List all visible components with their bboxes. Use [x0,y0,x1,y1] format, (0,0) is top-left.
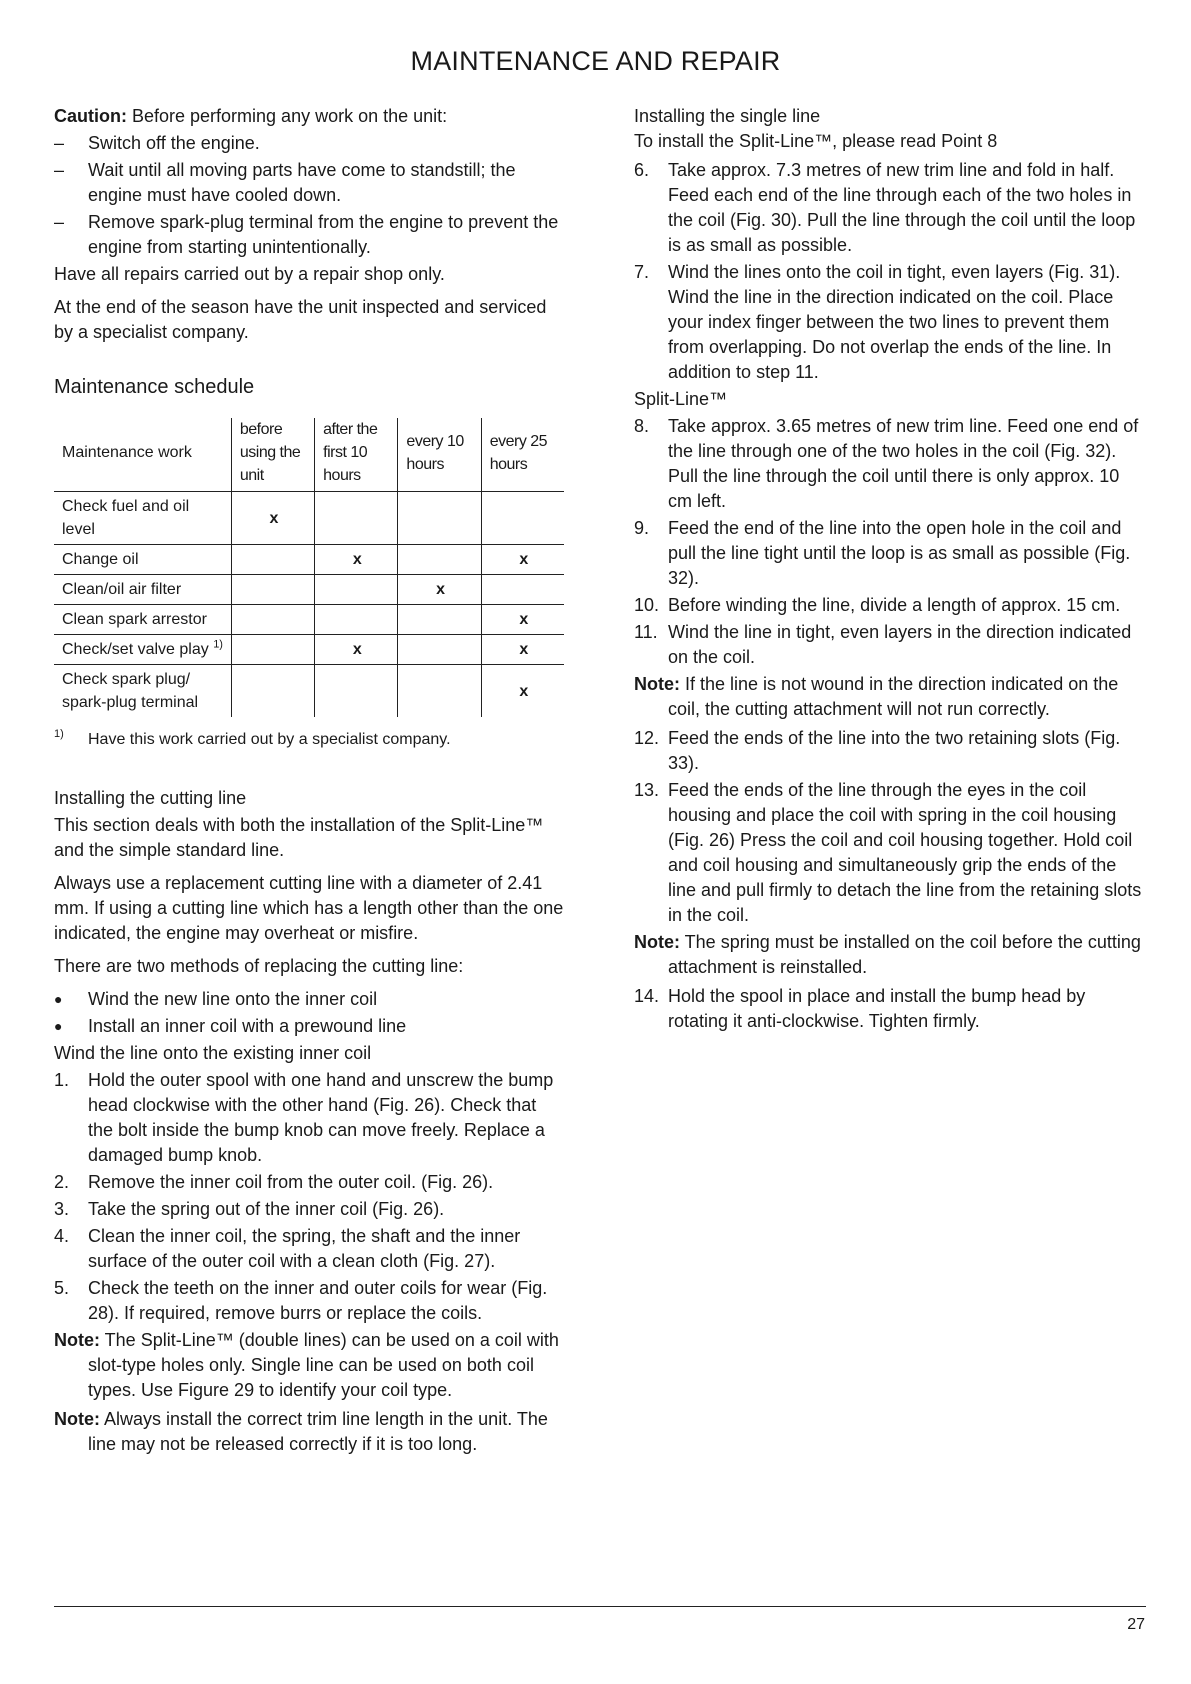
task-cell: Check spark plug/ spark-plug terminal [62,671,199,711]
dash-marker: – [54,212,65,232]
step-text: Check the teeth on the inner and outer coils for wear (Fig. 28). If required, remove burrs or replace the coils. [88,1278,548,1323]
step-number: 13. [634,780,660,800]
note-label: Note: [54,1330,100,1350]
step-item [634,593,1146,618]
caution-item-text: Switch off the engine. [88,133,260,153]
step-text: Hold the outer spool with one hand and unscrew the bump head clockwise with the other hand (Fig. 26). Check that the bolt inside the bump knob can move freely. Replace a damaged bump knob. [88,1070,554,1165]
step-text: Wind the lines onto the coil in tight, even layers (Fig. 31). Wind the line in the direction indicated on the coil. Place your index finger between the two lines to prevent them from overlapping. Do not overlap the ends of the line. In addition to step 11. [668,262,1121,382]
maintenance-schedule-heading: Maintenance schedule [54,376,255,398]
table-row [54,545,564,575]
task-cell: Change oil [54,545,231,575]
check-cell: x [315,635,398,665]
table-row [54,492,564,545]
footnote-mark: 1) [54,728,64,740]
check-cell: x [231,492,314,545]
step-item [54,1197,564,1222]
caution-text: Before performing any work on the unit: [126,106,448,126]
check-cell [398,635,481,665]
step-text: Wind the line in tight, even layers in the direction indicated on the coil. [668,622,1132,667]
page-title: MAINTENANCE AND REPAIR [410,46,781,76]
method-item [54,1014,564,1039]
check-cell [398,605,481,635]
step-number: 14. [634,986,660,1006]
step-number: 10. [634,595,660,615]
step-text: Take the spring out of the inner coil (Fig. 26). [88,1199,445,1219]
table-footnote [54,727,564,752]
table-header-row [54,418,564,492]
step-text: Take approx. 7.3 metres of new trim line and fold in half. Feed each end of the line through each of the two holes in the coil (Fig. 30). Pull the line through the coil until the loop is as small as possible. [668,160,1136,255]
season-paragraph: At the end of the season have the unit inspected and serviced by a specialist company. [54,297,547,342]
caution-item-text: Remove spark-plug terminal from the engine to prevent the engine from starting unintentionally. [88,212,559,257]
step-number: 8. [634,416,650,436]
check-cell: x [481,635,564,665]
method-item [54,987,564,1012]
note-text: If the line is not wound in the direction indicated on the coil, the cutting attachment will not run correctly. [668,674,1119,719]
check-cell: x [481,545,564,575]
check-cell [231,575,314,605]
table-row [54,665,564,718]
step-item [634,620,1146,670]
footer-divider [54,1606,1146,1607]
task-cell: Check fuel and oil level [54,492,231,545]
step-item [54,1276,564,1326]
caution-item [54,158,564,208]
check-cell [315,492,398,545]
single-line-heading: Installing the single line [634,106,821,126]
note-text: The Split-Line™ (double lines) can be used on a coil with slot-type holes only. Single line can be used on both coil types. Use Figure 29 to identify your coil type. [88,1330,559,1400]
step-item [634,260,1146,385]
step-item [634,516,1146,591]
step-number: 9. [634,518,650,538]
note-paragraph [634,672,1146,722]
step-text: Feed the end of the line into the open hole in the coil and pull the line tight until the loop is as small as possible (Fig. 32). [668,518,1131,588]
check-cell [315,665,398,718]
note-label: Note: [634,674,680,694]
step-number: 1. [54,1070,70,1090]
step-number: 6. [634,160,650,180]
caution-label: Caution: [54,106,127,126]
table-row [54,635,564,665]
check-cell [315,605,398,635]
step-item [634,158,1146,258]
check-cell [231,635,314,665]
cutting-paragraph-3: There are two methods of replacing the cutting line: [54,956,464,976]
step-text: Feed the ends of the line through the eyes in the coil housing and place the coil with spring in the coil housing (Fig. 26) Press the coil and coil housing together. Hold coil and coil housing and simultaneously grip the ends of the line and pull firmly to detach the line from the retaining slots in the coil. [668,780,1142,925]
check-cell [231,545,314,575]
check-cell [398,665,481,718]
table-row [54,605,564,635]
step-number: 4. [54,1226,70,1246]
note-text: The spring must be installed on the coil before the cutting attachment is reinstalled. [668,932,1141,977]
wind-line-heading: Wind the line onto the existing inner coil [54,1043,372,1063]
check-cell [231,665,314,718]
dash-marker: – [54,133,65,153]
step-number: 5. [54,1278,70,1298]
step-item [54,1170,564,1195]
step-text: Hold the spool in place and install the bump head by rotating it anti-clockwise. Tighten firmly. [668,986,1086,1031]
maintenance-schedule-table [54,418,564,717]
check-cell [398,492,481,545]
dash-marker: – [54,160,65,180]
cutting-line-heading: Installing the cutting line [54,788,247,808]
note-label: Note: [634,932,680,952]
step-item [634,778,1146,928]
check-cell: x [481,665,564,718]
bullet-marker: ● [54,991,63,1007]
step-item [54,1224,564,1274]
note-text: Always install the correct trim line length in the unit. The line may not be released correctly if it is too long. [88,1409,548,1454]
caution-paragraph [54,104,564,129]
table-row [54,575,564,605]
task-cell [54,635,231,665]
page-number: 27 [1127,1616,1145,1633]
footnote-text: Have this work carried out by a specialist company. [88,731,451,748]
step-number: 12. [634,728,660,748]
step-text: Take approx. 3.65 metres of new trim line. Feed one end of the line through one of the two holes in the coil (Fig. 32). Pull the line through the coil until there is only approx. 10 cm left. [668,416,1139,511]
step-item [634,414,1146,514]
step-text: Remove the inner coil from the outer coil. (Fig. 26). [88,1172,494,1192]
check-cell: x [315,545,398,575]
caution-item [54,131,564,156]
task-text: Check/set valve play [62,641,209,658]
check-cell [315,575,398,605]
column-header: before using the unit [231,418,314,492]
task-cell: Clean spark arrestor [54,605,231,635]
note-label: Note: [54,1409,100,1429]
footnote-ref: 1) [213,638,223,651]
split-line-heading: Split-Line™ [634,389,728,409]
step-item [54,1068,564,1168]
caution-item [54,210,564,260]
step-number: 2. [54,1172,70,1192]
check-cell [398,545,481,575]
cutting-paragraph-2: Always use a replacement cutting line with a diameter of 2.41 mm. If using a cutting line which has a length other than the one indicated, the engine may overheat or misfire. [54,873,564,943]
split-line-reference-heading: To install the Split-Line™, please read Point 8 [634,131,998,151]
left-column [54,104,564,1461]
repairs-paragraph: Have all repairs carried out by a repair shop only. [54,264,445,284]
column-header: every 25 hours [481,418,564,492]
column-header: after the first 10 hours [315,418,398,492]
check-cell [481,575,564,605]
check-cell [481,492,564,545]
step-number: 7. [634,262,650,282]
step-text: Clean the inner coil, the spring, the shaft and the inner surface of the outer coil with a clean cloth (Fig. 27). [88,1226,521,1271]
method-text: Install an inner coil with a prewound line [88,1016,407,1036]
cutting-paragraph-1: This section deals with both the installation of the Split-Line™ and the simple standard line. [54,815,544,860]
method-text: Wind the new line onto the inner coil [88,989,378,1009]
note-paragraph [54,1407,564,1457]
note-paragraph [634,930,1146,980]
column-header: every 10 hours [398,418,481,492]
step-text: Before winding the line, divide a length of approx. 15 cm. [668,595,1121,615]
check-cell [231,605,314,635]
step-number: 11. [634,622,658,642]
caution-item-text: Wait until all moving parts have come to standstill; the engine must have cooled down. [88,160,516,205]
column-header: Maintenance work [54,418,231,492]
bullet-marker: ● [54,1018,63,1034]
check-cell: x [398,575,481,605]
check-cell: x [481,605,564,635]
right-column [634,104,1146,1036]
task-cell: Clean/oil air filter [54,575,231,605]
note-paragraph [54,1328,564,1403]
step-number: 3. [54,1199,70,1219]
step-item [634,984,1146,1034]
step-item [634,726,1146,776]
step-text: Feed the ends of the line into the two retaining slots (Fig. 33). [668,728,1121,773]
